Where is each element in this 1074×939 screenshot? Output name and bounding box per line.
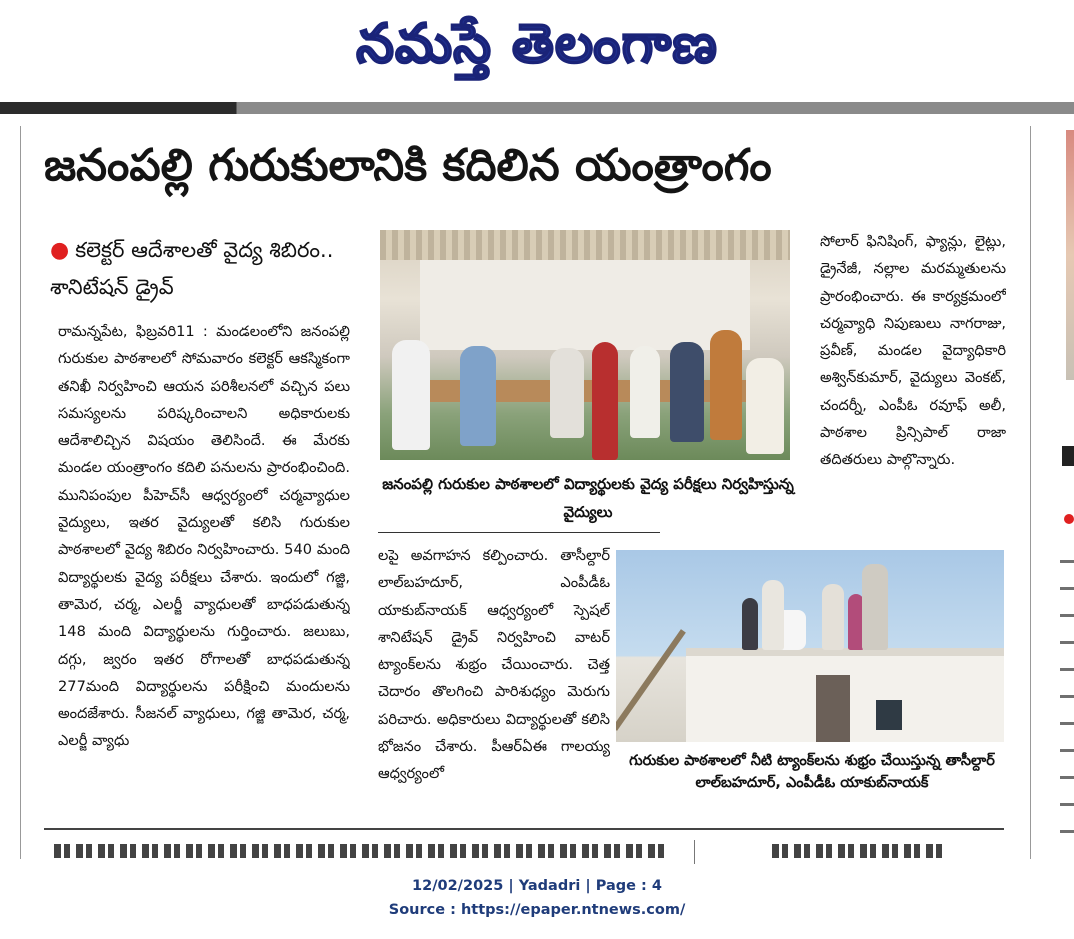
masthead-rule xyxy=(0,102,1074,114)
article-body-column-right: సోలార్ ఫినిషింగ్, ఫ్యాన్లు, లైట్లు, డ్రైనేజీ, నల్లాల మరమ్మతులను ప్రారంభించారు. ఈ కార్యక్రమంలో చర్మవ్యాధి నిపుణులు నాగరాజు, ప్రవీణ్, మండల వైద్యాధికారి అశ్విన్‌కుమార్, వైద్యులు వెంకట్, చందర్నీ, ఎంపీఓ రవూఫ్ అలీ, పాఠశాల ప్రిన్సిపాల్ రాజా తదితరులు పాల్గొన్నారు. xyxy=(820,233,1006,469)
caption-rule xyxy=(378,532,660,533)
photo-caption-medical-camp: జనంపల్లి గురుకుల పాఠశాలలో విద్యార్థులకు వైద్య పరీక్షలు నిర్వహిస్తున్న వైద్యులు xyxy=(382,475,794,521)
article-body-column-left: రామన్నపేట, ఫిబ్రవరి11 : మండలంలోని జనంపల్లి గురుకుల పాఠశాలలో సోమవారం కలెక్టర్ ఆకస్మికంగా తనిఖీ నిర్వహించి ఆయన పరిశీలనలో వచ్చిన పలు సమస్యలను పరిష్కరించాలని అధికారులకు ఆదేశాలిచ్చిన విషయం తెలిసిందే. ఈ మేరకు మండల యంత్రాంగం కదిలి పనులను ప్రారంభించింది. మునిపంపుల పీహెచ్‌సీ ఆధ్వర్యంలో చర్మవ్యాధుల వైద్యులు, ఇతర వైద్యులతో కలిసి గురుకుల పాఠశాలలో వైద్య శిబిరం నిర్వహించారు. 540 మంది విద్యార్థులకు వైద్య పరీక్షలు చేశారు. ఇందులో గజ్జి, తామెర, చర్మ, ఎలర్జీ వ్యాధులతో బాధపడుతున్న 148 మంది విద్యార్థులను గుర్తించారు. జలుబు, దగ్గు, జ్వరం ఇతర రోగాలతో బాధపడుతున్న 277మంది విద్యార్థులను పరీక్షించి మందులను అందజేశారు. సీజనల్ వ్యాధులు, గజ్జి తామెర, చర్మ, ఎలర్జీ వ్యాధు xyxy=(58,323,350,750)
adjacent-page-bullet-icon xyxy=(1064,514,1074,524)
bottom-column-divider xyxy=(694,840,695,864)
article-subheadline xyxy=(50,232,350,305)
article-body-column-middle: లపై అవగాహన కల్పించారు. తాసీల్దార్ లాల్‌బహదూర్, ఎంపీడీఓ యాకుబ్‌నాయక్ ఆధ్వర్యంలో స్పెషల్ శానిటేషన్ డ్రైవ్ నిర్వహించి వాటర్ ట్యాంక్‌లను శుభ్రం చేయించారు. చెత్త చెదారం తొలగించి పారిశుధ్యం మెరుగు పరిచారు. అధికారులు విద్యార్థులతో కలిసి భోజనం చేశారు. పీఆర్ఏఈ గాలయ్య ఆధ్వర్యంలో xyxy=(378,547,610,783)
newspaper-logo: నమస్తే తెలంగాణ xyxy=(356,11,718,75)
page-border-right xyxy=(1030,126,1031,859)
subheadline-text: కలెక్టర్ ఆదేశాలతో వైద్య శిబిరం.. శానిటేషన్ డ్రైవ్ xyxy=(50,238,334,299)
bullet-dot-icon: ● xyxy=(50,238,70,263)
article-headline: జనంపల్లి గురుకులానికి కదిలిన యంత్రాంగం xyxy=(44,140,772,191)
page-border-left xyxy=(20,126,21,859)
adjacent-article-headline-cropped xyxy=(772,844,948,858)
adjacent-page-photo-strip xyxy=(1066,130,1074,380)
adjacent-page-text-fragment xyxy=(1060,560,1074,850)
footer-date-line: 12/02/2025 | Yadadri | Page : 4 xyxy=(412,878,662,894)
adjacent-page-headline-fragment xyxy=(1062,446,1074,466)
next-article-headline-cropped xyxy=(54,844,666,858)
epaper-footer xyxy=(0,874,1074,922)
medical-camp-photo xyxy=(380,230,790,460)
water-tank-cleaning-photo xyxy=(616,550,1004,742)
article-bottom-rule xyxy=(44,828,1004,830)
footer-source-line[interactable]: Source : https://epaper.ntnews.com/ xyxy=(388,902,686,918)
photo-caption-water-tank: గురుకుల పాఠశాలలో నీటి ట్యాంక్‌లను శుభ్రం చేయిస్తున్న తాసీల్దార్ లాల్‌బహదూర్, ఎంపీడీఓ యాకుబ్‌నాయక్ xyxy=(629,753,995,791)
masthead xyxy=(0,0,1074,100)
